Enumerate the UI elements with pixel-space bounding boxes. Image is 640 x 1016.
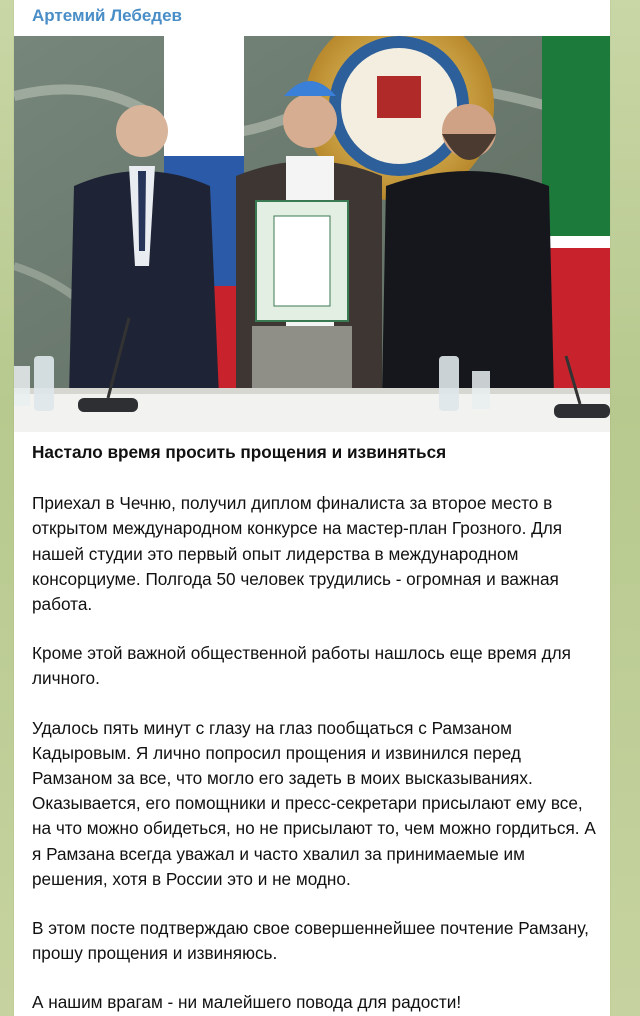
post-paragraph: А нашим врагам - ни малейшего повода для радости!	[32, 992, 462, 1013]
post-headline: Настало время просить прощения и извиняться	[32, 442, 447, 462]
photo-image	[14, 36, 610, 432]
channel-author-name[interactable]: Артемий Лебедев	[32, 6, 183, 25]
message-bubble	[14, 0, 610, 1016]
post-text	[32, 440, 598, 1016]
post-paragraph: Приехал в Чечню, получил диплом финалиста за второе место в открытом международном конкурсе на мастер-план Грозного. Для нашей студии это первый опыт лидерства в международном консорциуме. Полгода 50 человек трудились - огромная и важная работа.	[32, 493, 563, 615]
post-paragraph: Удалось пять минут с глазу на глаз пообщаться с Рамзаном Кадыровым. Я лично попросил прощения и извинился перед Рамзаном за все, что могло его задеть в моих высказываниях. Оказывается, его помощники и пресс-секретари присылают ему все, на что можно обидеться, но не присылают то, чем можно гордиться. А я Рамзана всегда уважал и часто хвалил за принимаемые им решения, хотя в России это и не модно.	[32, 717, 596, 889]
chat-background-right	[610, 0, 640, 1016]
post-paragraph: Кроме этой важной общественной работы нашлось еще время для личного.	[32, 643, 571, 689]
post-paragraph: В этом посте подтверждаю свое совершеннейшее почтение Рамзану, прошу прощения и извиняюсь.	[32, 918, 589, 964]
post-photo[interactable]	[14, 36, 610, 432]
chat-background-left	[0, 0, 14, 1016]
